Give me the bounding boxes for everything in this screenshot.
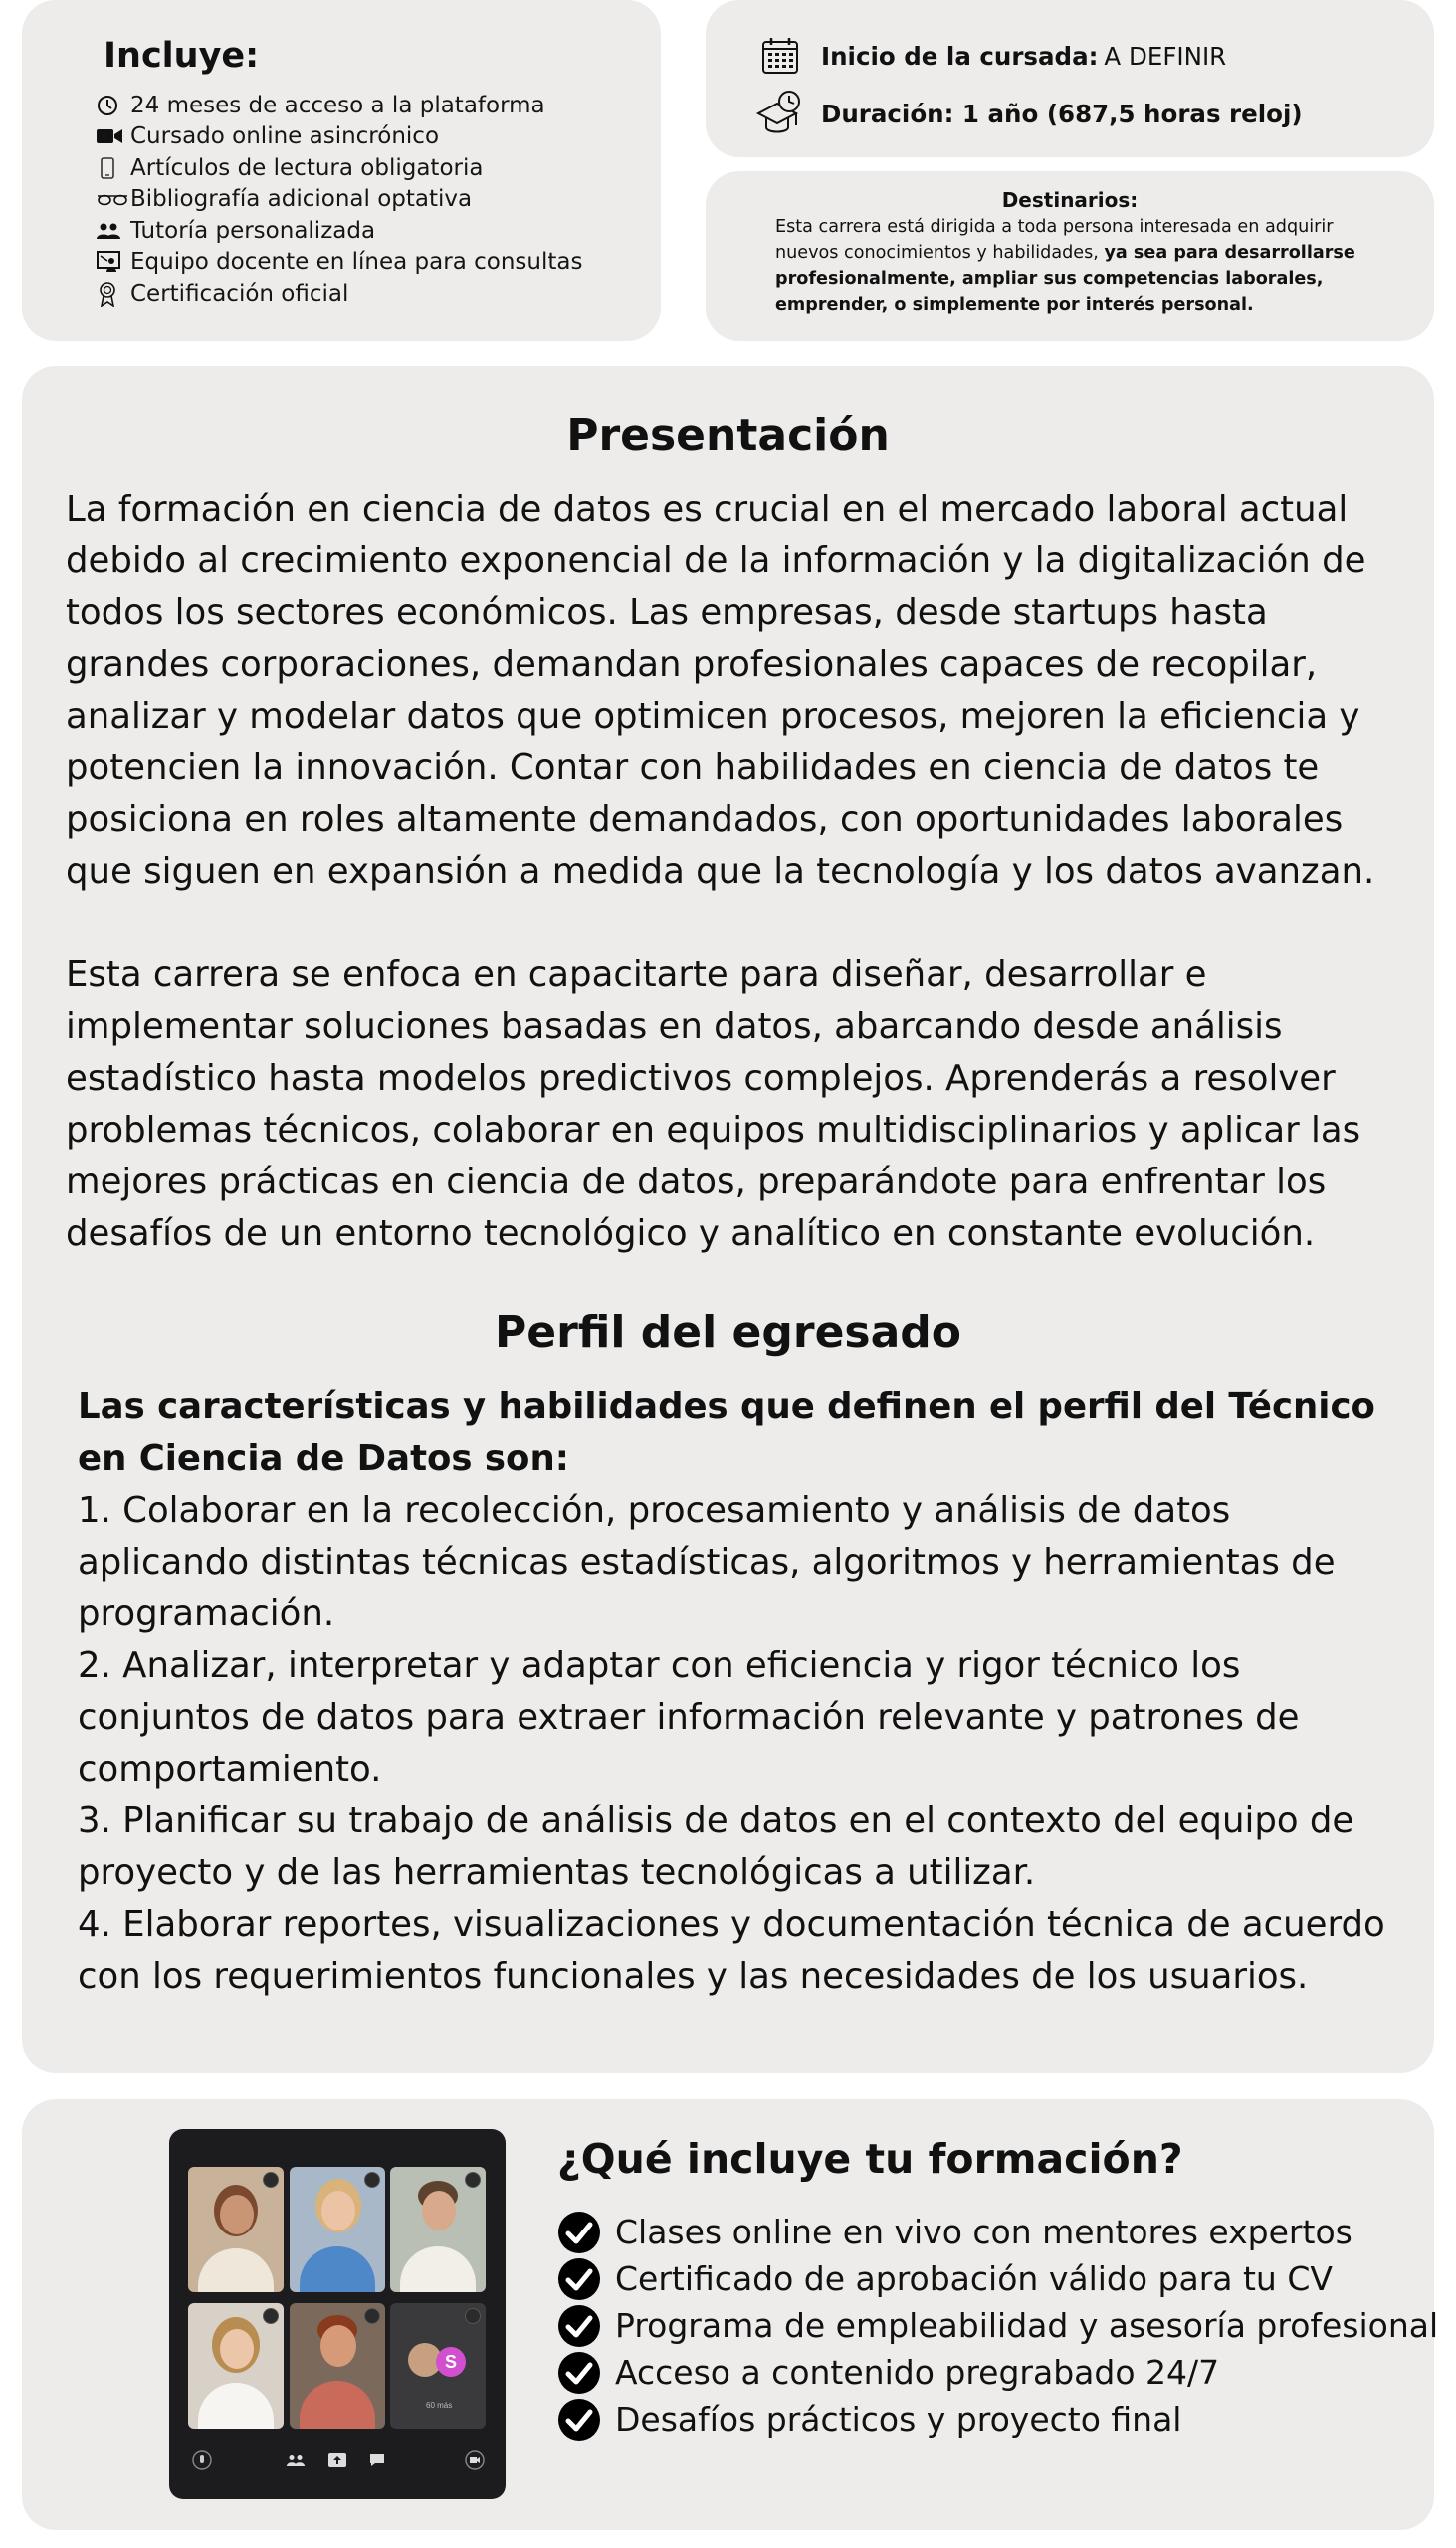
list-item xyxy=(557,2302,1438,2349)
list-item-label: Tutoría personalizada xyxy=(130,217,376,244)
list-item-label: Artículos de lectura obligatoria xyxy=(130,154,484,181)
list-item-label: Acceso a contenido pregrabado 24/7 xyxy=(615,2353,1220,2392)
share-screen-icon xyxy=(326,2449,348,2471)
video-camera-icon xyxy=(97,123,128,149)
checkmark-circle-icon xyxy=(557,2257,601,2301)
duration-row xyxy=(755,90,1309,137)
checkmark-circle-icon xyxy=(557,2351,601,2395)
graduate-profile-list xyxy=(78,1485,1401,2003)
clock-icon xyxy=(97,93,128,118)
list-item-label: Cursado online asincrónico xyxy=(130,123,440,150)
participants-icon xyxy=(285,2449,307,2471)
audience-text-bold: ya sea para desarrollarse profesionalmente, ampliar sus competencias laborales, emprender, o simplemente por interés personal. xyxy=(775,243,1355,315)
presentation-title: Presentación xyxy=(566,410,890,461)
includes-title: Incluye: xyxy=(104,36,260,76)
includes-card xyxy=(22,0,661,341)
program-description-card xyxy=(22,366,1434,2073)
list-item xyxy=(97,247,582,279)
microphone-icon xyxy=(465,2172,481,2188)
list-item-label: Desafíos prácticos y proyecto final xyxy=(615,2400,1182,2439)
list-item-label: Certificado de aprobación válido para tu CV xyxy=(615,2259,1333,2298)
people-icon xyxy=(97,218,128,244)
video-tile xyxy=(290,2167,385,2292)
list-item-label: Bibliografía adicional optativa xyxy=(130,186,473,213)
teacher-screen-icon xyxy=(97,249,128,275)
list-item-label: Equipo docente en línea para consultas xyxy=(130,249,583,276)
checkmark-circle-icon xyxy=(557,2211,601,2254)
list-item-label: Clases online en vivo con mentores expertos xyxy=(615,2213,1352,2251)
chat-icon xyxy=(366,2449,388,2471)
audience-title: Destinarios: xyxy=(1001,188,1139,212)
microphone-icon xyxy=(263,2172,279,2188)
start-date-label: Inicio de la cursada: xyxy=(821,41,1099,71)
microphone-icon xyxy=(364,2172,380,2188)
glasses-icon xyxy=(97,186,128,212)
list-item xyxy=(557,2209,1438,2255)
video-tile xyxy=(188,2167,284,2292)
list-item xyxy=(97,184,582,216)
calendar-icon xyxy=(755,32,805,80)
list-item xyxy=(97,278,582,310)
list-item-label: Certificación oficial xyxy=(130,280,349,307)
list-item-label: Programa de empleabilidad y asesoría profesional xyxy=(615,2306,1439,2345)
start-date-row xyxy=(755,32,1226,80)
list-item: 2. Analizar, interpretar y adaptar con eficiencia y rigor técnico los conjuntos de datos para extraer información relevante y patrones de comportamiento. xyxy=(78,1645,1300,1790)
list-item: 4. Elaborar reportes, visualizaciones y documentación técnica de acuerdo con los requerimientos funcionales y las necesidades de los usuarios. xyxy=(78,1904,1385,1997)
list-item: 3. Planificar su trabajo de análisis de datos en el contexto del equipo de proyecto y de las herramientas tecnológicas a utilizar. xyxy=(78,1801,1354,1893)
list-item xyxy=(97,152,582,184)
presentation-paragraph: La formación en ciencia de datos es crucial en el mercado laboral actual debido al crecimiento exponencial de la información y la digitalización de todos los sectores económicos. Las empresas, desde startups hasta grandes corporaciones, demandan profesionales capaces de recopilar, analizar y modelar datos que optimicen procesos, mejoren la eficiencia y potencien la innovación. Contar con habilidades en ciencia de datos te posiciona en roles altamente demandados, con oportunidades laborales que siguen en expansión a medida que la tecnología y los datos avanzan. xyxy=(66,489,1375,892)
microphone-icon xyxy=(465,2308,481,2324)
list-item xyxy=(97,215,582,247)
duration-label: Duración: 1 año (687,5 horas reloj) xyxy=(821,99,1303,128)
list-item xyxy=(557,2349,1438,2396)
list-item-label: 24 meses de acceso a la plataforma xyxy=(130,92,545,118)
more-participants-label: 60 más xyxy=(426,2401,453,2410)
list-item xyxy=(557,2255,1438,2302)
presentation-body xyxy=(66,484,1394,1260)
participant-avatar: S xyxy=(436,2347,466,2377)
video-call-illustration xyxy=(169,2129,506,2499)
training-includes-title: ¿Qué incluye tu formación? xyxy=(557,2135,1183,2183)
microphone-icon xyxy=(191,2449,213,2471)
audience-card xyxy=(706,171,1434,341)
list-item xyxy=(97,90,582,121)
audience-text xyxy=(775,214,1382,318)
training-includes-card xyxy=(22,2099,1439,2530)
graduate-profile-intro: Las características y habilidades que definen el perfil del Técnico en Ciencia de Datos son: xyxy=(78,1386,1375,1479)
graduate-profile-body xyxy=(78,1381,1401,2003)
list-item: 1. Colaborar en la recolección, procesamiento y análisis de datos aplicando distintas técnicas estadísticas, algoritmos y herramientas de programación. xyxy=(78,1490,1336,1634)
checkmark-circle-icon xyxy=(557,2304,601,2348)
training-includes-list xyxy=(557,2209,1438,2442)
list-item xyxy=(557,2396,1438,2442)
video-tile xyxy=(188,2303,284,2429)
video-tile xyxy=(290,2303,385,2429)
checkmark-circle-icon xyxy=(557,2398,601,2442)
course-dates-card xyxy=(706,0,1434,157)
microphone-icon xyxy=(364,2308,380,2324)
graduate-profile-title: Perfil del egresado xyxy=(494,1307,962,1358)
includes-list xyxy=(97,90,582,310)
video-tile-more-participants xyxy=(390,2303,486,2429)
video-tile xyxy=(390,2167,486,2292)
start-date-value: A DEFINIR xyxy=(1104,41,1227,71)
graduation-cap-clock-icon xyxy=(755,90,805,137)
list-item xyxy=(97,121,582,153)
microphone-icon xyxy=(263,2308,279,2324)
tablet-icon xyxy=(97,155,128,181)
award-ribbon-icon xyxy=(97,281,128,307)
audience-text-plain: Esta carrera está dirigida a toda persona interesada en adquirir nuevos conocimientos y habilidades, xyxy=(775,217,1334,263)
camera-icon xyxy=(464,2449,486,2471)
presentation-paragraph: Esta carrera se enfoca en capacitarte para diseñar, desarrollar e implementar soluciones basadas en datos, abarcando desde análisis estadístico hasta modelos predictivos complejos. Aprenderás a resolver problemas técnicos, colaborar en equipos multidisciplinarios y aplicar las mejores prácticas en ciencia de datos, preparándote para enfrentar los desafíos de un entorno tecnológico y analítico en constante evolución. xyxy=(66,955,1361,1254)
